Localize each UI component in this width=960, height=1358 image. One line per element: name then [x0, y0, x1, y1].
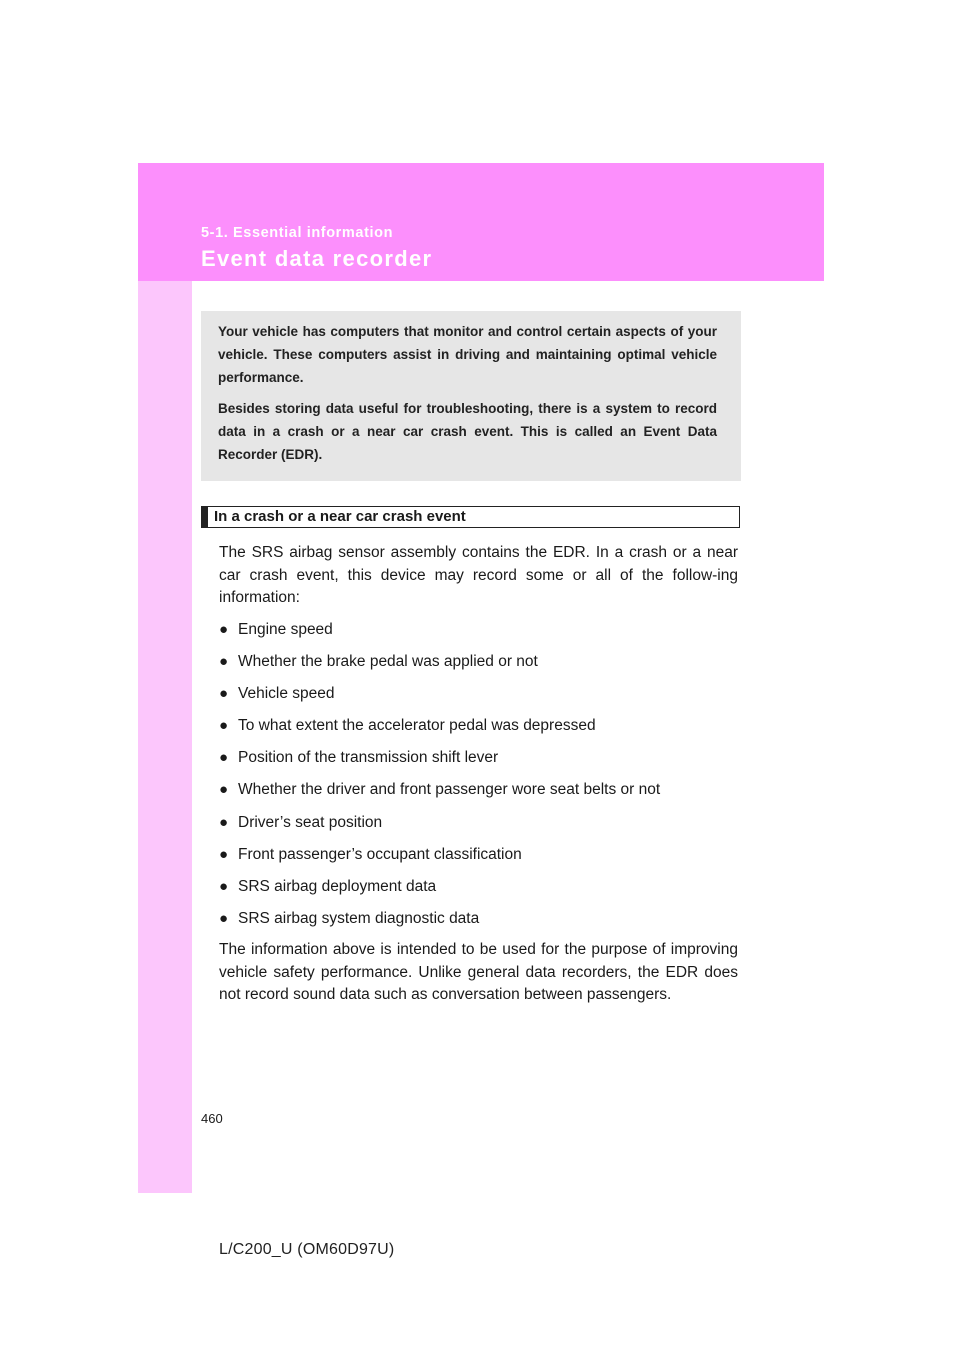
list-item-text: Whether the driver and front passenger wore seat belts or not	[238, 781, 661, 799]
list-item-text: Front passenger’s occupant classification	[238, 845, 522, 863]
intro-box	[201, 311, 741, 481]
document-code: L/C200_U (OM60D97U)	[219, 1241, 395, 1258]
list-item-text: Position of the transmission shift lever	[238, 749, 499, 767]
bullet-icon: ●	[219, 620, 229, 638]
list-item	[219, 747, 738, 779]
page-number: 460	[201, 1111, 223, 1126]
bullet-icon: ●	[219, 652, 229, 670]
bullet-icon: ●	[219, 813, 229, 831]
list-item-text: SRS airbag system diagnostic data	[238, 910, 480, 928]
list-item-text: Vehicle speed	[238, 684, 335, 702]
list-item	[219, 844, 738, 876]
intro-paragraph-1: Your vehicle has computers that monitor and control certain aspects of your vehicle. These computers assist in driving and maintaining optimal vehicle performance.	[218, 324, 717, 385]
bullet-icon: ●	[219, 878, 229, 895]
page-title: Event data recorder	[201, 246, 433, 271]
list-item	[219, 619, 738, 651]
list-item-text: SRS airbag deployment data	[238, 878, 437, 895]
list-item	[219, 651, 738, 683]
list-item	[219, 779, 738, 811]
list-item	[219, 908, 738, 940]
list-item-text: Engine speed	[238, 620, 333, 638]
bullet-icon: ●	[219, 845, 229, 863]
side-band	[138, 163, 192, 1193]
subheading: In a crash or a near car crash event	[201, 506, 740, 528]
list-item	[219, 812, 738, 844]
list-item-text: To what extent the accelerator pedal was depressed	[238, 717, 596, 735]
list-item	[219, 683, 738, 715]
lead-paragraph: The SRS airbag sensor assembly contains the EDR. In a crash or a near car crash event, this device may record some or all of the follow-ing information:	[219, 544, 738, 606]
body-content	[219, 542, 738, 1007]
bullet-list	[219, 619, 738, 941]
bullet-icon: ●	[219, 749, 229, 767]
intro-paragraph-2: Besides storing data useful for troubleshooting, there is a system to record data in a crash or a near car crash event. This is called an Event Data Recorder (EDR).	[218, 401, 717, 462]
bullet-icon: ●	[219, 684, 229, 702]
bullet-icon: ●	[219, 717, 229, 735]
bullet-icon: ●	[219, 781, 229, 799]
list-item	[219, 876, 738, 908]
list-item-text: Driver’s seat position	[238, 813, 383, 831]
section-label: 5-1. Essential information	[201, 225, 394, 241]
bullet-icon: ●	[219, 910, 229, 928]
closing-paragraph: The information above is intended to be used for the purpose of improving vehicle safety performance. Unlike general data recorders, the EDR does not record sound data such as conversation between passengers.	[219, 941, 738, 1004]
list-item-text: Whether the brake pedal was applied or not	[238, 652, 538, 670]
list-item	[219, 715, 738, 747]
